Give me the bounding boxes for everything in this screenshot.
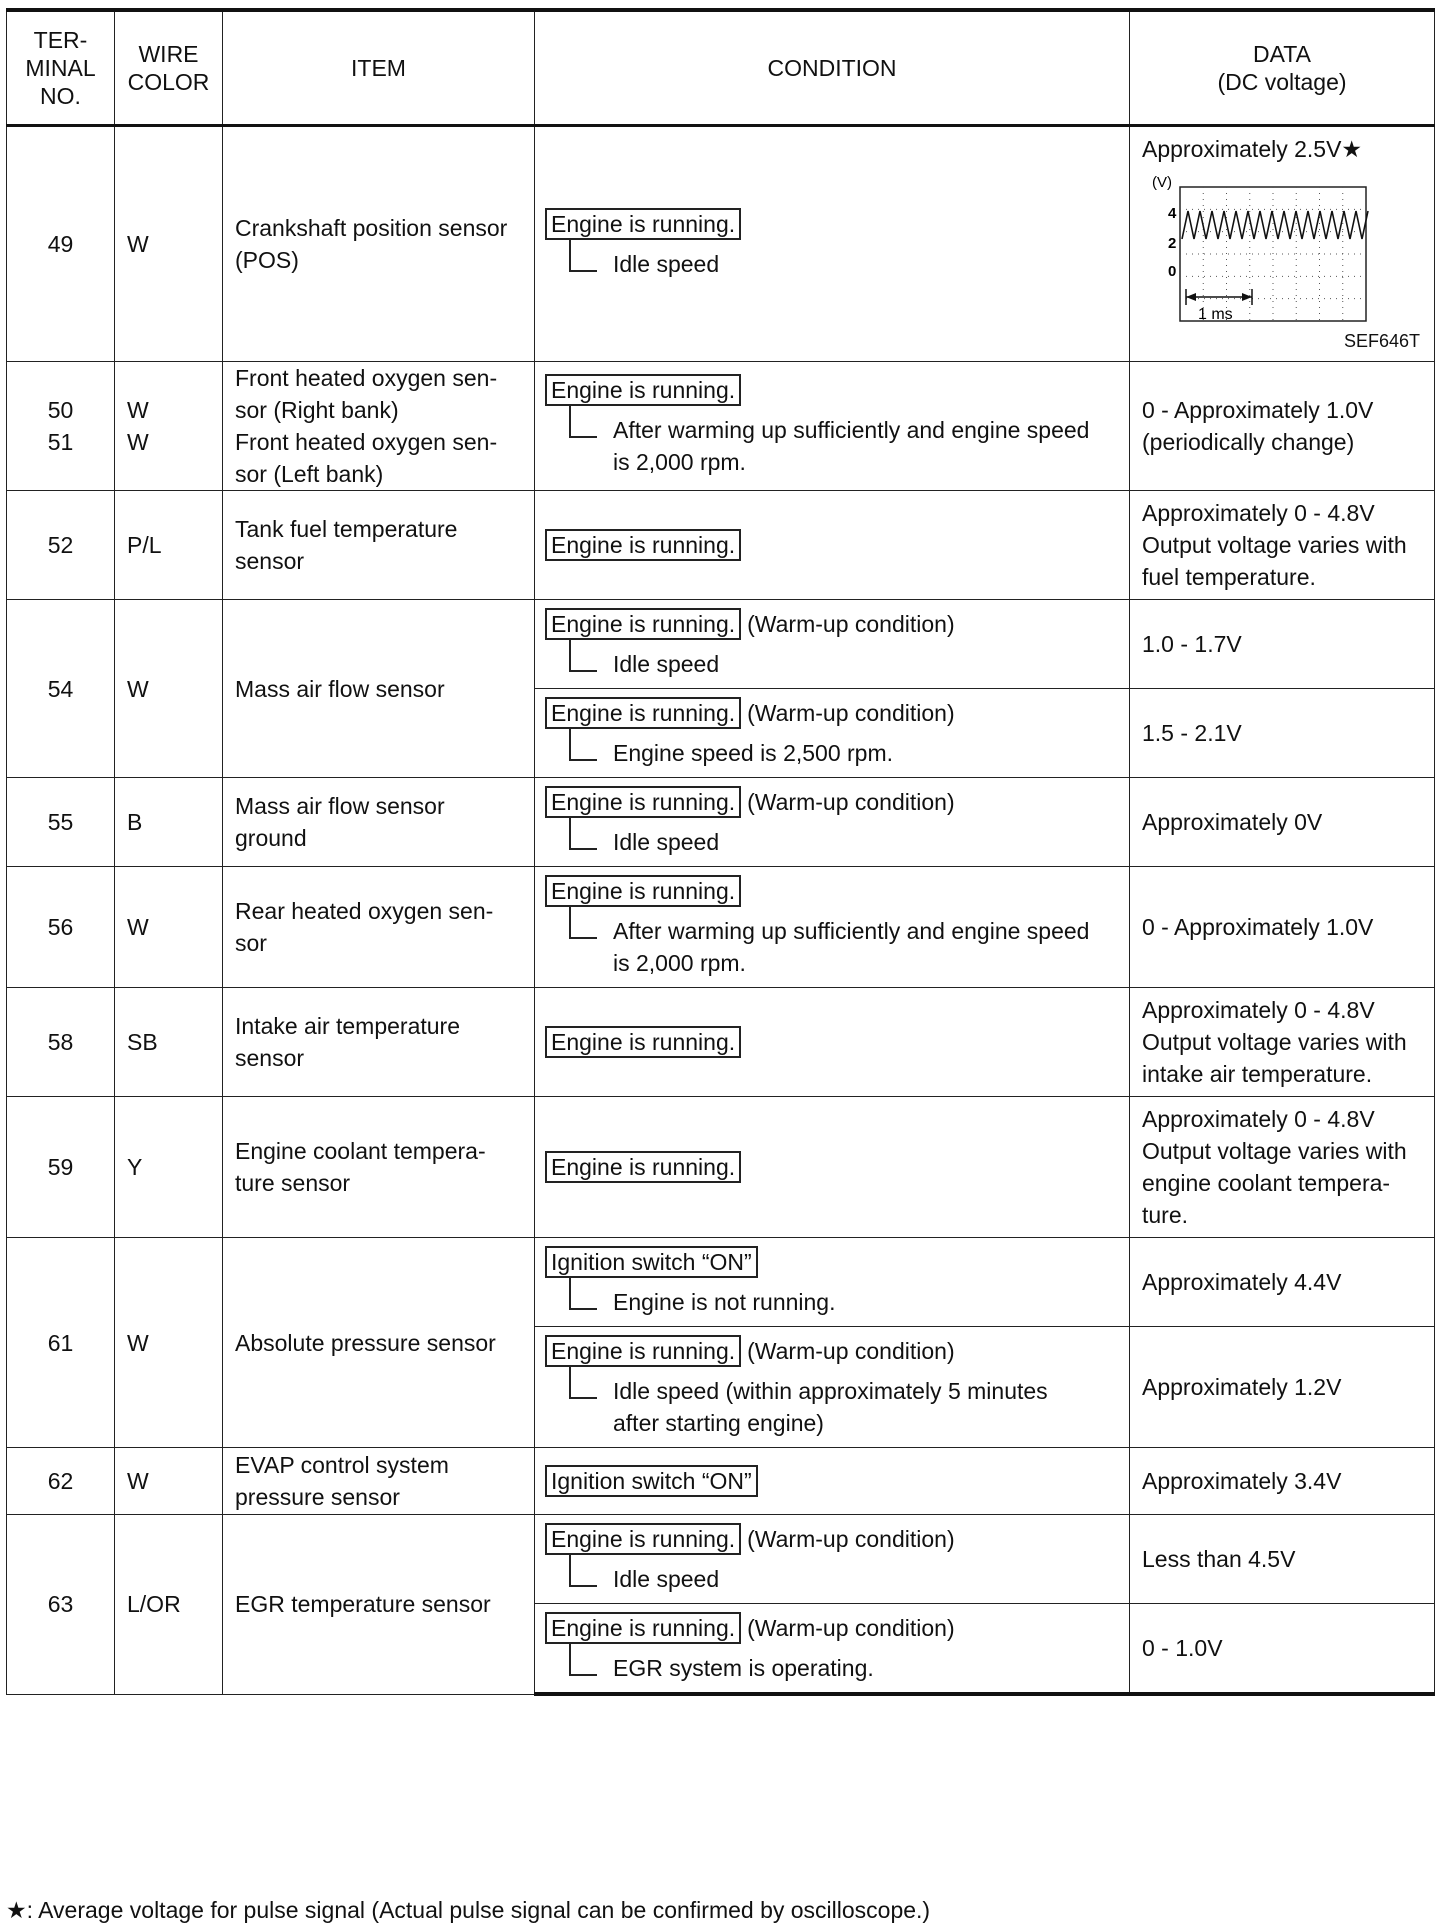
wire-color: W W [115,362,223,491]
condition-line [545,1523,1119,1555]
data-value: 1.5 - 2.1V [1142,720,1242,746]
condition-cell [535,362,1130,491]
data-value: Less than 4.5V [1142,1546,1296,1572]
header-data: DATA (DC voltage) [1130,10,1435,126]
terminal-number: 59 [7,1097,115,1238]
table-row [7,491,1435,600]
condition-cell [535,126,1130,362]
condition-line [545,875,1119,907]
condition-cell [535,1097,1130,1238]
data-value: Approximately 0V [1142,809,1323,835]
condition-cell [535,778,1130,867]
data-cell [1130,1448,1435,1515]
condition-sub [545,1375,1119,1439]
condition-sub [545,1286,1119,1318]
data-value: 1.0 - 1.7V [1142,631,1242,657]
terminal-number: 63 [7,1515,115,1695]
condition-sub-text: Idle speed [613,251,720,277]
header-terminal-no: TER- MINAL NO. [7,10,115,126]
data-cell [1130,689,1435,778]
scope-y-unit: (V) [1152,174,1172,191]
data-cell [1130,1327,1435,1448]
condition-line [545,786,1119,818]
condition-sub [545,826,1119,858]
condition-line [545,208,1119,240]
terminal-number: 58 [7,988,115,1097]
item-name: Absolute pressure sensor [223,1238,535,1448]
item-name: Tank fuel temperature sensor [223,491,535,600]
condition-box: Engine is running. [545,1523,741,1555]
terminal-number: 49 [7,126,115,362]
table-row [7,1515,1435,1604]
condition-sub-text: Engine speed is 2,500 rpm. [613,740,894,766]
oscilloscope-waveform [1142,173,1370,325]
sub-bracket-line [569,729,597,761]
condition-box: Engine is running. [545,1026,741,1058]
wire-color: W [115,1448,223,1515]
scope-arrow-left [1186,293,1196,301]
condition-cell [535,1238,1130,1327]
sub-bracket-line [569,818,597,850]
data-value: Approximately 0 - 4.8V Output voltage varies with engine coolant tempera- ture. [1142,1106,1407,1228]
condition-line [545,1246,1119,1278]
condition-cell [535,600,1130,689]
condition-box: Engine is running. [545,608,741,640]
condition-box: Ignition switch “ON” [545,1465,758,1497]
condition-line [545,697,1119,729]
data-cell [1130,988,1435,1097]
condition-sub-text: After warming up sufficiently and engine speed is 2,000 rpm. [613,417,1090,475]
terminal-spec-table [6,8,1435,1696]
scope-y-tick: 2 [1168,235,1177,252]
terminal-number: 61 [7,1238,115,1448]
condition-extra: (Warm-up condition) [747,1338,955,1364]
data-cell [1130,867,1435,988]
terminal-number: 56 [7,867,115,988]
condition-extra: (Warm-up condition) [747,611,955,637]
condition-cell [535,867,1130,988]
condition-line [545,374,1119,406]
wire-color: W [115,600,223,778]
condition-box: Engine is running. [545,875,741,907]
condition-cell [535,1604,1130,1695]
condition-cell [535,491,1130,600]
header-wire-color: WIRE COLOR [115,10,223,126]
condition-cell [535,1327,1130,1448]
scope-y-tick: 4 [1168,205,1177,222]
condition-sub [545,248,1119,280]
data-cell [1130,1515,1435,1604]
figure-reference: SEF646T [1343,331,1420,351]
sub-bracket-line [569,907,597,939]
table-row [7,778,1435,867]
terminal-number: 62 [7,1448,115,1515]
data-cell [1130,1097,1435,1238]
condition-sub-text: EGR system is operating. [613,1655,874,1681]
sub-bracket-line [569,240,597,272]
data-cell [1130,491,1435,600]
data-value: Approximately 4.4V [1142,1269,1342,1295]
condition-cell [535,1448,1130,1515]
data-value: 0 - Approximately 1.0V [1142,914,1374,940]
condition-sub [545,915,1119,979]
wire-color: W [115,867,223,988]
sub-bracket-line [569,1367,597,1399]
wire-color: L/OR [115,1515,223,1695]
condition-line [545,1465,1119,1497]
wire-color: B [115,778,223,867]
condition-cell [535,988,1130,1097]
condition-line [545,1335,1119,1367]
data-cell [1130,126,1435,362]
condition-extra: (Warm-up condition) [747,1526,955,1552]
terminal-number: 50 51 [7,362,115,491]
condition-cell [535,1515,1130,1604]
terminal-number: 54 [7,600,115,778]
header-item: ITEM [223,10,535,126]
sub-bracket-line [569,1555,597,1587]
table-row [7,600,1435,689]
condition-box: Engine is running. [545,1151,741,1183]
table-row [7,1097,1435,1238]
condition-line [545,608,1119,640]
condition-box: Engine is running. [545,786,741,818]
item-name: Crankshaft position sensor (POS) [223,126,535,362]
item-name: Mass air flow sensor ground [223,778,535,867]
wire-color: W [115,126,223,362]
item-name: Mass air flow sensor [223,600,535,778]
oscilloscope [1142,173,1424,351]
data-value: Approximately 0 - 4.8V Output voltage varies with fuel temperature. [1142,500,1407,590]
table-row [7,1448,1435,1515]
data-cell [1130,1238,1435,1327]
table-row [7,362,1435,491]
terminal-number: 52 [7,491,115,600]
condition-cell [535,689,1130,778]
data-value: Approximately 2.5V★ [1142,136,1363,162]
item-name: Front heated oxygen sen- sor (Right bank) Front heated oxygen sen- sor (Left bank) [223,362,535,491]
table-body [7,126,1435,1695]
scope-arrow-right [1242,293,1252,301]
condition-box: Engine is running. [545,1612,741,1644]
table-header [7,10,1435,126]
condition-box: Engine is running. [545,529,741,561]
condition-sub-text: Idle speed (within approximately 5 minutes after starting engine) [613,1378,1048,1436]
wire-color: P/L [115,491,223,600]
item-name: EGR temperature sensor [223,1515,535,1695]
item-name: Engine coolant tempera- ture sensor [223,1097,535,1238]
data-value: 0 - 1.0V [1142,1635,1223,1661]
footnote: ★: Average voltage for pulse signal (Actual pulse signal can be confirmed by oscilloscope.) [6,1897,931,1923]
condition-sub-text: Idle speed [613,651,720,677]
condition-box: Engine is running. [545,697,741,729]
item-name: EVAP control system pressure sensor [223,1448,535,1515]
condition-sub-text: Idle speed [613,1566,720,1592]
sub-bracket-line [569,406,597,438]
wire-color: Y [115,1097,223,1238]
condition-sub [545,1652,1119,1684]
sub-bracket-line [569,640,597,672]
condition-box: Engine is running. [545,208,741,240]
item-name: Rear heated oxygen sen- sor [223,867,535,988]
wire-color: W [115,1238,223,1448]
condition-box: Engine is running. [545,1335,741,1367]
condition-extra: (Warm-up condition) [747,700,955,726]
wire-color: SB [115,988,223,1097]
terminal-number: 55 [7,778,115,867]
condition-line [545,1026,1119,1058]
condition-line [545,529,1119,561]
condition-sub-text: Idle speed [613,829,720,855]
condition-sub [545,1563,1119,1595]
condition-line [545,1151,1119,1183]
sub-bracket-line [569,1278,597,1310]
data-cell [1130,778,1435,867]
table-row [7,867,1435,988]
scope-time-label: 1 ms [1198,306,1233,323]
condition-sub [545,648,1119,680]
data-value: Approximately 0 - 4.8V Output voltage varies with intake air temperature. [1142,997,1407,1087]
table-row [7,988,1435,1097]
data-value: 0 - Approximately 1.0V (periodically change) [1142,397,1374,455]
condition-sub-text: Engine is not running. [613,1289,836,1315]
data-cell [1130,600,1435,689]
sub-bracket-line [569,1644,597,1676]
scope-waveform [1182,211,1368,239]
header-condition: CONDITION [535,10,1130,126]
condition-box: Engine is running. [545,374,741,406]
condition-sub [545,737,1119,769]
item-name: Intake air temperature sensor [223,988,535,1097]
condition-sub [545,414,1119,478]
table-row [7,1238,1435,1327]
data-value: Approximately 3.4V [1142,1468,1342,1494]
condition-extra: (Warm-up condition) [747,1615,955,1641]
condition-extra: (Warm-up condition) [747,789,955,815]
data-cell [1130,362,1435,491]
condition-box: Ignition switch “ON” [545,1246,758,1278]
data-cell [1130,1604,1435,1695]
data-value: Approximately 1.2V [1142,1374,1342,1400]
scope-y-tick: 0 [1168,263,1177,280]
table-row [7,126,1435,362]
condition-line [545,1612,1119,1644]
condition-sub-text: After warming up sufficiently and engine speed is 2,000 rpm. [613,918,1090,976]
